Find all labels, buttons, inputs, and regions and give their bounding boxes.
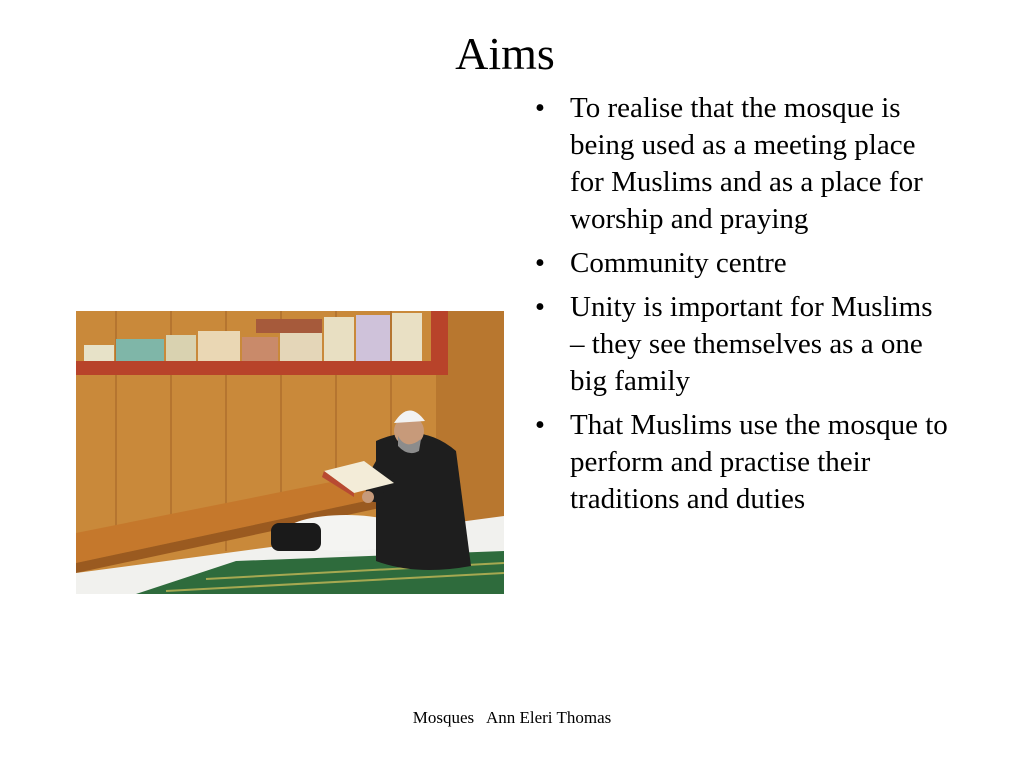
bullet-text: That Muslims use the mosque to perform and practise their traditions and duties	[570, 409, 948, 515]
bullet-icon: •	[534, 291, 546, 323]
bullet-icon: •	[534, 409, 546, 441]
bullet-icon: •	[534, 247, 546, 279]
slide-title: Aims	[455, 28, 555, 79]
mosque-reading-photo	[76, 311, 504, 594]
list-item	[530, 90, 950, 238]
list-item	[530, 245, 950, 282]
aims-bullet-list	[530, 90, 950, 525]
list-item	[530, 289, 950, 400]
bullet-icon: •	[534, 92, 546, 124]
bullet-text: Unity is important for Muslims – they see themselves as a one big family	[570, 291, 933, 397]
bullet-text: Community centre	[570, 247, 787, 279]
list-item	[530, 407, 950, 518]
slide-footer: Mosques Ann Eleri Thomas	[412, 708, 612, 727]
bullet-text: To realise that the mosque is being used as a meeting place for Muslims and as a place for worship and praying	[570, 92, 923, 235]
